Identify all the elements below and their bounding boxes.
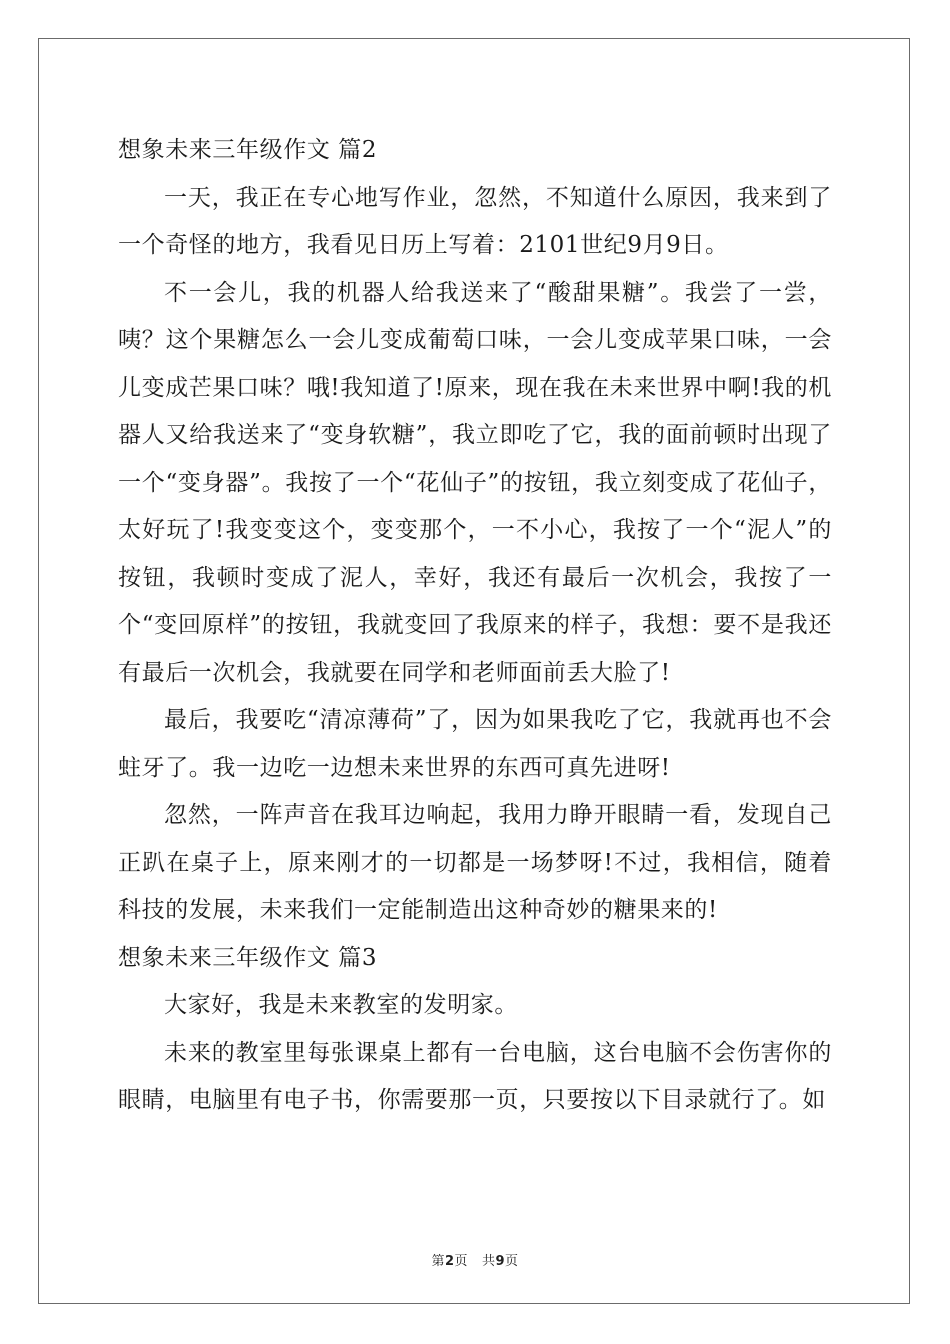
paragraph: 不一会儿，我的机器人给我送来了“酸甜果糖”。我尝了一尝，咦？这个果糖怎么一会儿变成葡萄口味，一会儿变成苹果口味，一会儿变成芒果口味？哦!我知道了!原来，现在我在未来世界中啊!我的机器人又给我送来了“变身软糖”，我立即吃了它，我的面前顿时出现了一个“变身器”。我按了一个“花仙子”的按钮，我立刻变成了花仙子，太好玩了!我变变这个，变变那个，一不小心，我按了一个“泥人”的按钮，我顿时变成了泥人，幸好，我还有最后一次机会，我按了一个“变回原样”的按钮，我就变回了我原来的样子，我想：要不是我还有最后一次机会，我就要在同学和老师面前丢大脸了! xyxy=(118,279,832,686)
total-prefix: 共 xyxy=(481,1254,496,1269)
total-pages: 9 xyxy=(495,1254,506,1269)
page-number: 2 xyxy=(444,1254,455,1269)
paragraph: 一天，我正在专心地写作业，忽然，不知道什么原因，我来到了一个奇怪的地方，我看见日历上写着：2101世纪9月9日。 xyxy=(118,184,832,258)
paragraph: 最后，我要吃“清凉薄荷”了，因为如果我吃了它，我就再也不会蛀牙了。我一边吃一边想未来世界的东西可真先进呀! xyxy=(118,707,832,781)
section-title-3: 想象未来三年级作文 篇3 xyxy=(118,944,378,971)
page-prefix: 第 xyxy=(431,1254,445,1269)
page-suffix: 页 xyxy=(454,1254,469,1269)
page-footer xyxy=(0,1250,950,1269)
document-body xyxy=(118,127,832,1125)
total-suffix: 页 xyxy=(505,1254,519,1269)
section-title-2: 想象未来三年级作文 篇2 xyxy=(118,137,378,163)
paragraph: 忽然，一阵声音在我耳边响起，我用力睁开眼睛一看，发现自己正趴在桌子上，原来刚才的一切都是一场梦呀!不过，我相信，随着科技的发展，未来我们一定能制造出这种奇妙的糖果来的! xyxy=(118,802,832,923)
paragraph: 未来的教室里每张课桌上都有一台电脑，这台电脑不会伤害你的眼睛，电脑里有电子书，你需要那一页，只要按以下目录就行了。如 xyxy=(118,1039,832,1113)
paragraph: 大家好，我是未来教室的发明家。 xyxy=(164,992,518,1018)
